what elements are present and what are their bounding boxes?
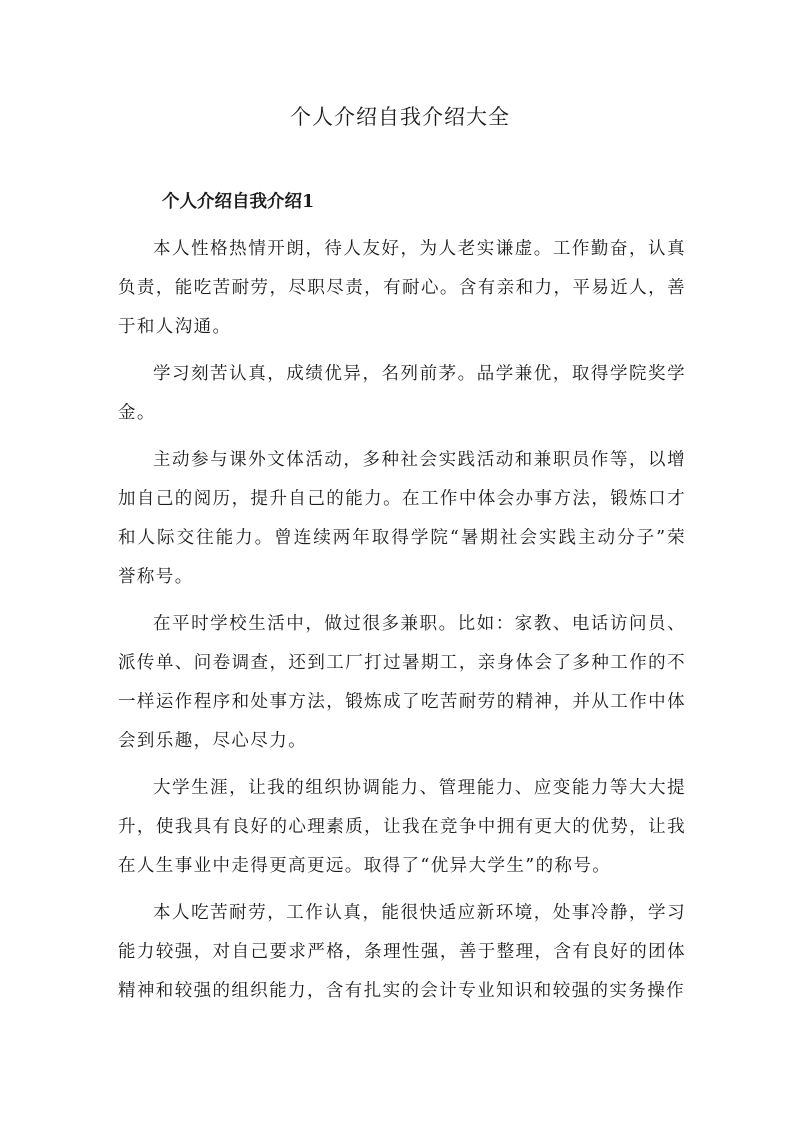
paragraph: 大学生涯，让我的组织协调能力、管理能力、应变能力等大大提升，使我具有良好的心理素质，让我在竞争中拥有更大的优势，让我在人生事业中走得更高更远。取得了“优异大学生”的称号。 (118, 778, 686, 876)
paragraph: 在平时学校生活中，做过很多兼职。比如：家教、电话访问员、派传单、问卷调查，还到工厂打过暑期工，亲身体会了多种工作的不一样运作程序和处事方法，锻炼成了吃苦耐劳的精神，并从工作中体会到乐趣，尽心尽力。 (118, 614, 686, 751)
paragraph: 本人性格热情开朗，待人友好，为人老实谦虚。工作勤奋，认真负责，能吃苦耐劳，尽职尽责，有耐心。含有亲和力，平易近人，善于和人沟通。 (118, 239, 686, 337)
document-title: 个人介绍自我介绍大全 (290, 105, 510, 129)
section-heading: 个人介绍自我介绍1 (162, 192, 315, 212)
paragraph: 学习刻苦认真，成绩优异，名列前茅。品学兼优，取得学院奖学金。 (118, 364, 686, 423)
document-body (118, 230, 686, 1011)
paragraph: 本人吃苦耐劳，工作认真，能很快适应新环境，处事冷静，学习能力较强，对自己要求严格，条理性强，善于整理，含有良好的团体精神和较强的组织能力，含有扎实的会计专业知识和较强的实务操作 (118, 903, 686, 1001)
paragraph: 主动参与课外文体活动，多种社会实践活动和兼职员作等，以增加自己的阅历，提升自己的能力。在工作中体会办事方法，锻炼口才和人际交往能力。曾连续两年取得学院“暑期社会实践主动分子”荣誉称号。 (118, 450, 686, 587)
